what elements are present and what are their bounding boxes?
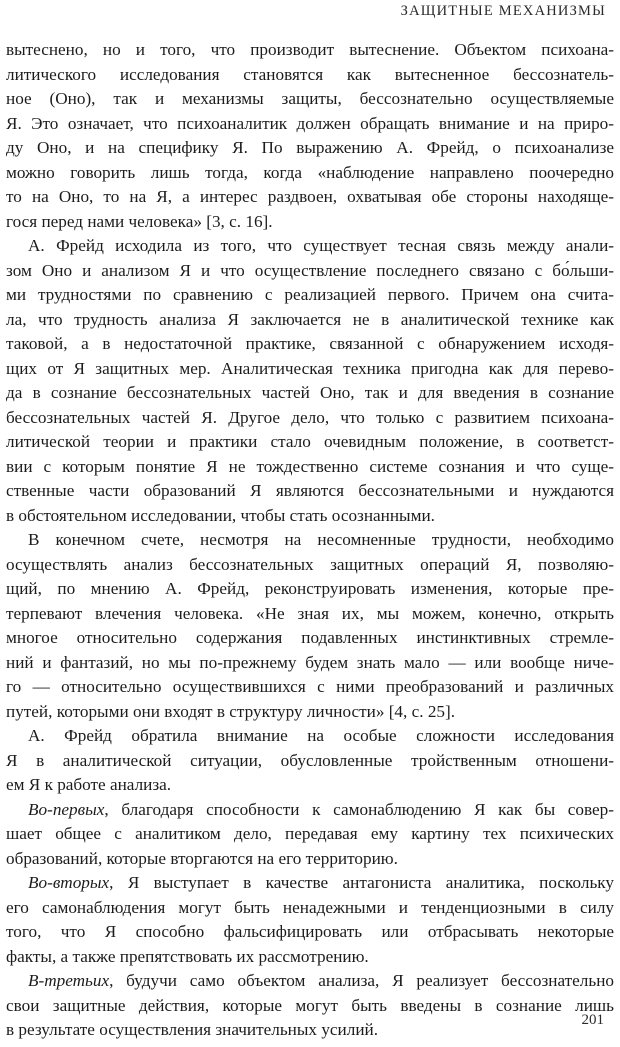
text-line: Я. Это означает, что психоаналитик должен обращать внимание и на приро- <box>6 113 614 133</box>
text-line: в обстоятельном исследовании, чтобы стать осознанными. <box>6 505 435 525</box>
text-line: ла, что трудность анализа Я заключается не в аналитической технике как <box>6 309 614 329</box>
text-line <box>6 969 614 994</box>
text-line: терпевают влечения человека. «Не зная их, мы можем, конечно, открыть <box>6 603 614 623</box>
emphasis-third: В-третьих <box>28 971 110 990</box>
text-line: его самонаблюдения могут быть ненадежными и тенденциозными в силу <box>6 897 614 917</box>
text-line: зом Оно и анализом Я и что осуществление последнего связано с бо́льши- <box>6 260 614 280</box>
text-line: ми трудностями по сравнению с реализацией первого. Причем она счита- <box>6 285 614 304</box>
text-line: ное (Оно), так и механизмы защиты, бессознательно осуществляемые <box>6 89 614 108</box>
text-line <box>6 871 614 896</box>
text-line: ем Я к работе анализа. <box>6 775 172 794</box>
text-line: вытеснено, но и того, что производит вытеснение. Объектом психоана- <box>6 40 614 59</box>
text-line: В конечном счете, несмотря на несомненные трудности, необходимо <box>28 530 614 549</box>
text-line: в результате осуществления значительных усилий. <box>6 1020 379 1039</box>
text-line: щих от Я защитных мер. Аналитическая техника пригодна как для перево- <box>6 358 614 378</box>
text-line: вии с которым понятие Я не тождественно системе сознания и что суще- <box>6 456 614 476</box>
text-line: образований, которые вторгаются на его территорию. <box>6 848 398 868</box>
line-rest: , благодаря способности к самонаблюдению Я как бы совер- <box>104 799 614 819</box>
text-line: Я в аналитической ситуации, обусловленные тройственным отношени- <box>6 750 614 770</box>
text-line: таковой, а в недостаточной практике, связанной с обнаружением исходя- <box>6 334 614 353</box>
emphasis-first: Во-первых <box>28 799 105 819</box>
text-line: щий, по мнению А. Фрейд, реконструировать изменения, которые пре- <box>6 579 614 598</box>
text-line: свои защитные действия, которые могут быть введены в сознание лишь <box>6 995 614 1015</box>
text-line: литической теории и практики стало очевидным положение, в соответст- <box>6 432 614 451</box>
text-line: ний и фантазий, но мы по-прежнему будем знать мало — или вообще ниче- <box>6 652 614 672</box>
text-line: ду Оно, и на специфику Я. По выражению А. Фрейд, о психоанализе <box>6 138 614 157</box>
text-line: го — относительно осуществившихся с ними преобразований и различных <box>6 677 614 696</box>
text-line: А. Фрейд обратила внимание на особые сложности исследования <box>28 726 614 745</box>
text-line: путей, которыми они входят в структуру личности» [4, с. 25]. <box>6 701 456 721</box>
text-line: факты, а также препятствовать их рассмотрению. <box>6 946 369 966</box>
text-line: многое относительно содержания подавленных инстинктивных стремле- <box>6 628 614 647</box>
text-line: гося перед нами человека» [3, с. 16]. <box>6 211 273 231</box>
text-line: бессознательных частей Я. Другое дело, что только с развитием психоана- <box>6 407 614 427</box>
line-rest: , Я выступает в качестве антагониста аналитика, поскольку <box>109 873 614 892</box>
page-number: 201 <box>581 1012 604 1028</box>
emphasis-second: Во-вторых <box>28 873 110 892</box>
text-line: осуществлять анализ бессознательных защитных операций Я, позволяю- <box>6 554 614 574</box>
text-line: можно говорить лишь тогда, когда «наблюдение направлено поочередно <box>6 162 614 182</box>
text-line: шает общее с аналитиком дело, передавая ему картину тех психических <box>6 824 614 843</box>
text-line <box>6 798 614 823</box>
text-line: того, что Я способно фальсифицировать или отбрасывать некоторые <box>6 922 614 941</box>
text-line: А. Фрейд исходила из того, что существует тесная связь между анали- <box>28 236 614 255</box>
body-text <box>6 38 614 1043</box>
line-rest: , будучи само объектом анализа, Я реализует бессознательно <box>109 971 614 990</box>
text-line: литического исследования становятся как вытесненное бессознатель- <box>6 64 614 84</box>
running-head: ЗАЩИТНЫЕ МЕХАНИЗМЫ <box>400 3 606 19</box>
text-line: да в сознание бессознательных частей Оно, так и для введения в сознание <box>6 383 614 402</box>
text-line: то на Оно, то на Я, а интерес раздвоен, охватывая обе стороны находяще- <box>6 187 614 206</box>
text-line: ственные части образований Я являются бессознательными и нуждаются <box>6 481 614 500</box>
